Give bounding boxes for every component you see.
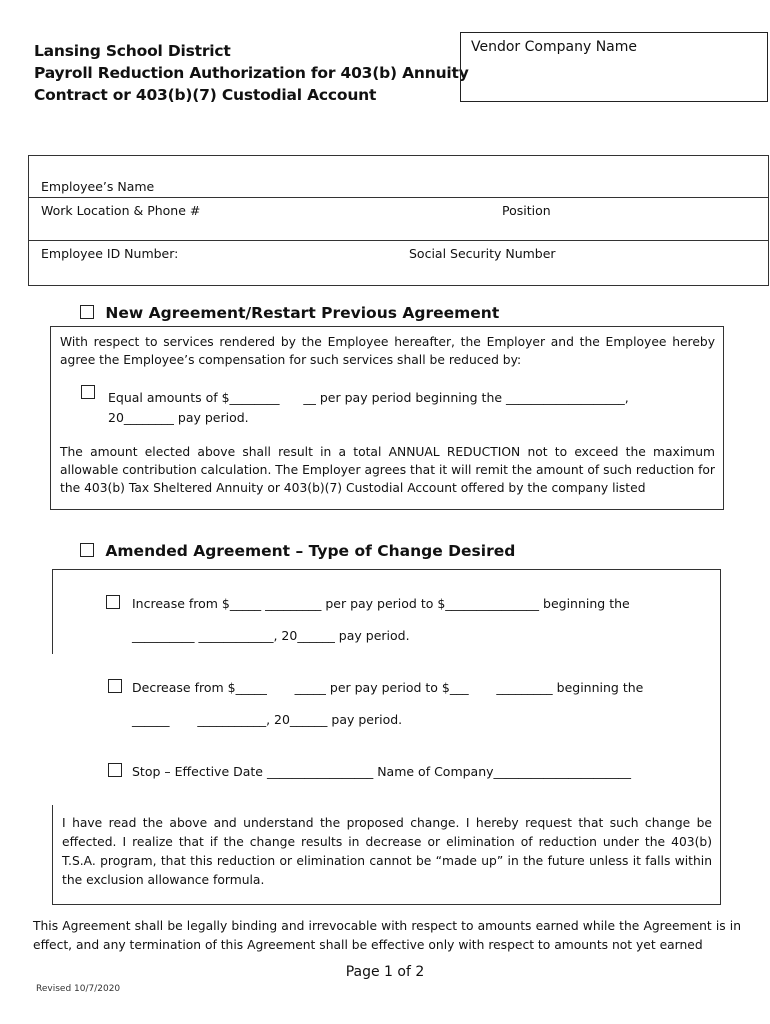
divider [29, 240, 768, 241]
amended-agreement-checkbox[interactable] [80, 543, 94, 557]
vendor-company-field[interactable] [460, 32, 768, 102]
increase-line: Increase from $_____ _________ per pay period to $_______________ beginning the [132, 596, 630, 611]
equal-amounts-checkbox[interactable] [81, 385, 95, 399]
new-agreement-heading-text: New Agreement/Restart Previous Agreement [105, 304, 500, 322]
decrease-line: Decrease from $_____ _____ per pay period to $___ _________ beginning the [132, 680, 644, 695]
new-agreement-heading [80, 304, 499, 322]
annual-reduction-paragraph: The amount elected above shall result in a total ANNUAL REDUCTION not to exceed the maximum allowable contribution calculation. The Employer agrees that it will remit the amount of such reduction for the 403(b) Tax Sheltered Annuity or 403(b)(7) Custodial Account offered by the company listed [60, 445, 715, 495]
position-label: Position [502, 203, 551, 218]
binding-agreement-text: This Agreement shall be legally binding and irrevocable with respect to amounts earned while the Agreement is in effect, and any termination of this Agreement shall be effective only with respect to amounts not yet earned [33, 919, 741, 952]
vendor-company-label: Vendor Company Name [471, 39, 637, 55]
equal-amounts-line: Equal amounts of $________ __ per pay period beginning the ___________________, [108, 390, 629, 405]
amended-agreement-box [52, 569, 721, 905]
stop-line: Stop – Effective Date _________________ Name of Company______________________ [132, 764, 632, 779]
decrease-checkbox[interactable] [108, 679, 122, 693]
form-title [34, 40, 469, 106]
amended-agreement-heading [80, 542, 515, 560]
employee-info-box [28, 155, 769, 286]
new-agreement-intro: With respect to services rendered by the Employee hereafter, the Employer and the Employee hereby agree the Employee’s compensation for such services shall be reduced by: [60, 335, 715, 367]
page-number: Page 1 of 2 [345, 964, 425, 980]
form-title-line-3: Contract or 403(b)(7) Custodial Account [34, 86, 377, 104]
district-name: Lansing School District [34, 42, 231, 60]
work-location-label: Work Location & Phone # [41, 203, 201, 218]
increase-checkbox[interactable] [106, 595, 120, 609]
new-agreement-checkbox[interactable] [80, 305, 94, 319]
form-title-line-2: Payroll Reduction Authorization for 403(b) Annuity [34, 64, 469, 82]
ssn-label: Social Security Number [409, 246, 556, 261]
increase-year-line: __________ ____________, 20______ pay period. [132, 628, 410, 643]
new-agreement-box [50, 326, 724, 510]
stop-checkbox[interactable] [108, 763, 122, 777]
divider [29, 197, 768, 198]
amended-agreement-heading-text: Amended Agreement – Type of Change Desired [105, 542, 516, 560]
acknowledgement-paragraph: I have read the above and understand the proposed change. I hereby request that such change be effected. I realize that if the change results in decrease or elimination of reduction under the 403(b) T.S.A. program, that this reduction or elimination cannot be “made up” in the future unless it falls within the exclusion allowance formula. [62, 816, 712, 887]
decrease-year-line: ______ ___________, 20______ pay period. [132, 712, 403, 727]
employee-name-label: Employee’s Name [41, 179, 155, 194]
equal-amounts-year-line: 20________ pay period. [108, 410, 249, 425]
employee-id-label: Employee ID Number: [41, 246, 179, 261]
revised-date: Revised 10/7/2020 [36, 984, 121, 994]
